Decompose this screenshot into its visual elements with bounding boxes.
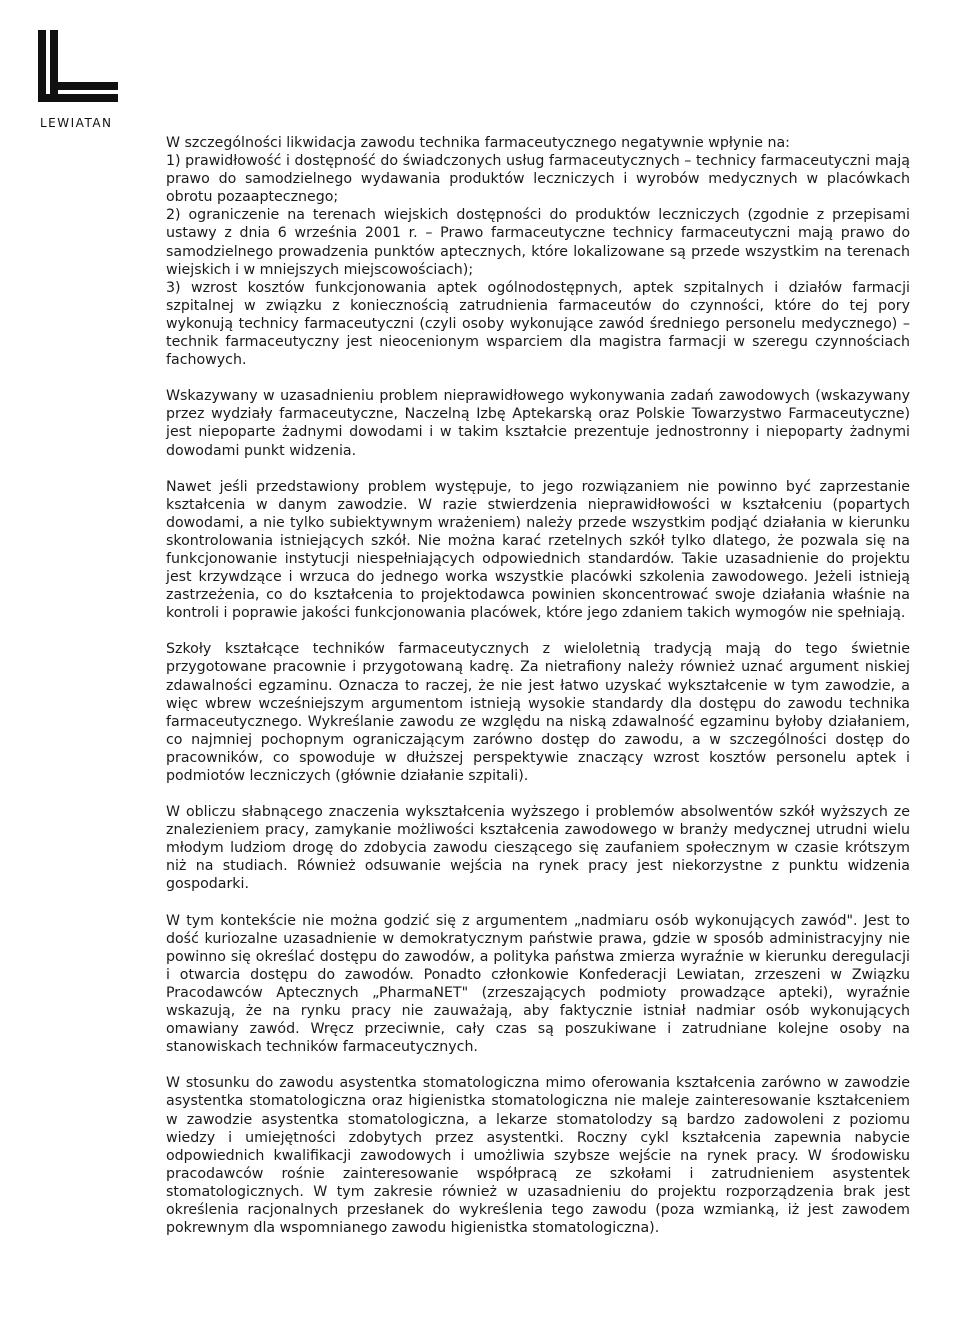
- paragraph: Wskazywany w uzasadnieniu problem nieprawidłowego wykonywania zadań zawodowych (wskazywany przez wydziały farmaceutyczne, Naczelną Izbę Aptekarską oraz Polskie Towarzystwo Farmaceutyczne) jest niepoparte żadnymi dowodami i w takim kształcie prezentuje jednostronny i niepoparty żadnymi dowodami punkt widzenia.: [166, 388, 910, 459]
- paragraph: Nawet jeśli przedstawiony problem występuje, to jego rozwiązaniem nie powinno być zaprzestanie kształcenia w danym zawodzie. W razie stwierdzenia nieprawidłowości w kształceniu (popartych dowodami, a nie tylko subiektywnym wrażeniem) należy przede wszystkim podjąć działania w kierunku skontrolowania istniejących szkół. Nie można karać rzetelnych szkół tylko dlatego, że pozwala się na funkcjonowanie instytucji niespełniających odpowiednich standardów. Takie uzasadnienie do projektu jest krzywdzące i wrzuca do jednego worka wszystkie placówki szkolenia zawodowego. Jeżeli istnieją zastrzeżenia, co do kształcenia to projektodawca powinien skoncentrować swoje działania właśnie na kontroli i poprawie jakości funkcjonowania placówek, które jego zdaniem takich wymogów nie spełniają.: [166, 478, 910, 622]
- lewiatan-logo: [30, 22, 130, 130]
- document-body: [166, 134, 910, 1237]
- paragraph: W tym kontekście nie można godzić się z argumentem „nadmiaru osób wykonujących zawód". Jest to dość kuriozalne uzasadnienie w demokratycznym państwie prawa, gdzie w sposób administracyjny nie powinno się określać dostępu do zawodów, a polityka państwa zmierza wyraźnie w kierunku deregulacji i otwarcia dostępu do zawodów. Ponadto członkowie Konfederacji Lewiatan, zrzeszeni w Związku Pracodawców Aptecznych „PharmaNET" (zrzeszających podmioty prowadzące apteki), wyraźnie wskazują, że na rynku pracy nie zauważają, aby faktycznie istniał nadmiar osób wykonujących omawiany zawód. Wręcz przeciwnie, cały czas są poszukiwane i zatrudniane kolejne osoby na stanowiskach techników farmaceutycznych.: [166, 912, 910, 1056]
- paragraph: W obliczu słabnącego znaczenia wykształcenia wyższego i problemów absolwentów szkół wyższych ze znalezieniem pracy, zamykanie możliwości kształcenia zawodowego w branży medycznej utrudni wielu młodym ludziom drogę do zdobycia zawodu cieszącego się zaufaniem społecznym w czasie krótszym niż na studiach. Również odsuwanie wejścia na rynek pracy jest niekorzystne z punktu widzenia gospodarki.: [166, 804, 910, 893]
- logo-text: LEWIATAN: [40, 116, 113, 130]
- list-item: 1) prawidłowość i dostępność do świadczonych usług farmaceutycznych – technicy farmaceutyczni mają prawo do samodzielnego wydawania produktów leczniczych i wyrobów medycznych w placówkach obrotu pozaaptecznego;: [166, 153, 910, 206]
- intro-text: W szczególności likwidacja zawodu technika farmaceutycznego negatywnie wpłynie na:: [166, 135, 790, 151]
- list-item: 2) ograniczenie na terenach wiejskich dostępności do produktów leczniczych (zgodnie z przepisami ustawy z dnia 6 września 2001 r. – Prawo farmaceutyczne technicy farmaceutyczni mają prawo do samodzielnego prowadzenia punktów aptecznych, które lokalizowane są przede wszystkim na terenach wiejskich i w mniejszych miejscowościach);: [166, 207, 910, 278]
- lewiatan-logo-mark: [30, 22, 120, 112]
- paragraph: Szkoły kształcące techników farmaceutycznych z wieloletnią tradycją mają do tego świetnie przygotowane pracownie i przygotowaną kadrę. Za nietrafiony należy również uznać argument niskiej zdawalności egzaminu. Oznacza to raczej, że nie jest łatwo uzyskać wykształcenie w tym zawodzie, a więc wbrew wcześniejszym argumentom istnieją wysokie standardy dla dostępu do zawodu technika farmaceutycznego. Wykreślanie zawodu ze względu na niską zdawalność egzaminu byłoby działaniem, co najmniej pochopnym ograniczającym zarówno dostęp do zawodu, a w szczególności dostęp do pracowników, co spowoduje w dłuższej perspektywie znaczący wzrost kosztów personelu aptek i podmiotów leczniczych (głównie działanie szpitali).: [166, 641, 910, 784]
- list-item: 3) wzrost kosztów funkcjonowania aptek ogólnodostępnych, aptek szpitalnych i działów farmacji szpitalnej w związku z koniecznością zatrudnienia farmaceutów do czynności, które do tej pory wykonują technicy farmaceutyczni (czyli osoby wykonujące zawód średniego personelu medycznego) – technik farmaceutyczny jest nieocenionym wsparciem dla magistra farmacji w szeregu czynnościach fachowych.: [166, 279, 910, 369]
- paragraph: W stosunku do zawodu asystentka stomatologiczna mimo oferowania kształcenia zarówno w zawodzie asystentka stomatologiczna oraz higienistka stomatologiczna nie maleje zainteresowanie kształceniem w zawodzie asystentka stomatologiczna, a lekarze stomatolodzy są bardzo zadowoleni z poziomu wiedzy i umiejętności zdobytych przez asystentki. Roczny cykl kształcenia zapewnia nabycie odpowiednich kwalifikacji zawodowych i umożliwia szybsze wejście na rynek pracy. W środowisku pracodawców rośnie zainteresowanie współpracą ze szkołami i zatrudnieniem asystentek stomatologicznych. W tym zakresie również w uzasadnieniu do projektu rozporządzenia brak jest określenia racjonalnych przesłanek do wykreślenia tego zawodu (poza wzmianką, iż jest zawodem pokrewnym dla wspomnianego zawodu higienistka stomatologiczna).: [166, 1075, 910, 1237]
